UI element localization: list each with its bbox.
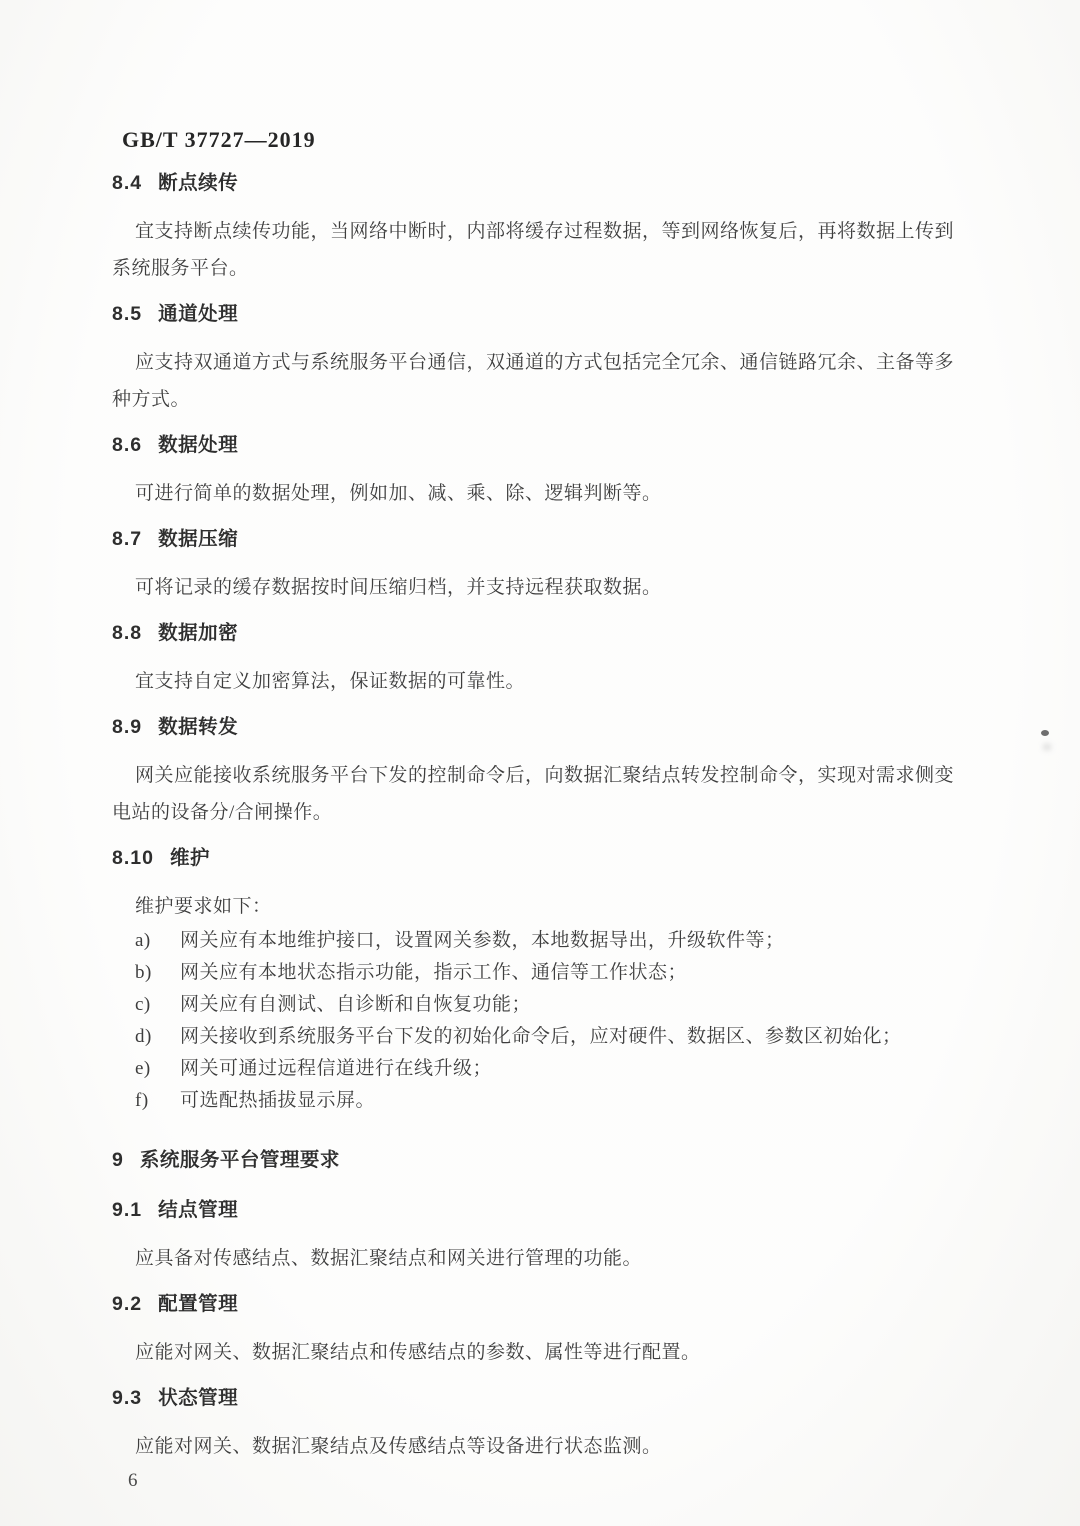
section-9-1-paragraph: 应具备对传感结点、数据汇聚结点和网关进行管理的功能。 xyxy=(135,1248,643,1269)
section-8-7 xyxy=(112,526,970,606)
list-item-label: a) xyxy=(135,930,151,951)
section-title: 数据转发 xyxy=(158,716,239,738)
list-item-text: 网关接收到系统服务平台下发的初始化命令后，应对硬件、数据区、参数区初始化； xyxy=(180,1026,902,1047)
section-title: 状态管理 xyxy=(158,1387,239,1409)
section-9-2-heading xyxy=(112,1291,970,1317)
section-8-4-heading xyxy=(112,170,970,196)
section-9-2 xyxy=(112,1291,970,1371)
section-8-6-paragraph: 可进行简单的数据处理，例如加、减、乘、除、逻辑判断等。 xyxy=(135,483,662,504)
section-9-1 xyxy=(112,1197,970,1277)
section-number: 8.4 xyxy=(112,172,143,194)
section-8-5-paragraph: 应支持双通道方式与系统服务平台通信，双通道的方式包括完全冗余、通信链路冗余、主备等多种方式。 xyxy=(112,352,955,410)
section-number: 8.6 xyxy=(112,434,143,456)
page-number: 6 xyxy=(128,1470,138,1491)
section-8-8-paragraph: 宜支持自定义加密算法，保证数据的可靠性。 xyxy=(135,671,526,692)
section-8-6-heading xyxy=(112,432,970,458)
section-title: 数据处理 xyxy=(158,434,239,456)
scan-artifact-dot xyxy=(1041,730,1049,736)
section-8-6 xyxy=(112,432,970,512)
section-8-8 xyxy=(112,620,970,700)
section-number: 9.2 xyxy=(112,1293,143,1315)
list-item-d xyxy=(112,1021,968,1053)
chapter-9-heading xyxy=(112,1147,970,1173)
list-item-label: d) xyxy=(135,1026,152,1047)
chapter-number: 9 xyxy=(112,1149,124,1171)
list-item-text: 网关应有本地状态指示功能，指示工作、通信等工作状态； xyxy=(180,962,688,983)
section-9-1-heading xyxy=(112,1197,970,1223)
section-8-7-paragraph: 可将记录的缓存数据按时间压缩归档，并支持远程获取数据。 xyxy=(135,577,662,598)
section-8-10-heading xyxy=(112,845,970,871)
section-9-3-paragraph: 应能对网关、数据汇聚结点及传感结点等设备进行状态监测。 xyxy=(135,1436,662,1457)
section-title: 结点管理 xyxy=(158,1199,239,1221)
list-item-f xyxy=(112,1085,968,1117)
section-number: 8.10 xyxy=(112,847,154,869)
list-item-b xyxy=(112,957,968,989)
section-title: 数据加密 xyxy=(158,622,239,644)
list-item-a xyxy=(112,925,968,957)
list-item-e xyxy=(112,1053,968,1085)
section-8-9-heading xyxy=(112,714,970,740)
section-title: 配置管理 xyxy=(158,1293,239,1315)
list-item-label: c) xyxy=(135,994,151,1015)
section-number: 8.7 xyxy=(112,528,143,550)
maintenance-requirements-list xyxy=(112,925,968,1117)
document-body xyxy=(112,170,970,1465)
section-9-3-heading xyxy=(112,1385,970,1411)
section-8-4-paragraph: 宜支持断点续传功能，当网络中断时，内部将缓存过程数据，等到网络恢复后，再将数据上传到系统服务平台。 xyxy=(112,221,955,279)
list-item-c xyxy=(112,989,968,1021)
section-9-3 xyxy=(112,1385,970,1465)
section-8-4 xyxy=(112,170,970,287)
section-title: 维护 xyxy=(169,847,210,869)
section-title: 数据压缩 xyxy=(158,528,239,550)
section-8-8-heading xyxy=(112,620,970,646)
chapter-9 xyxy=(112,1147,970,1173)
section-8-7-heading xyxy=(112,526,970,552)
section-number: 8.8 xyxy=(112,622,143,644)
list-item-label: f) xyxy=(135,1090,149,1111)
list-item-text: 网关应有本地维护接口，设置网关参数，本地数据导出，升级软件等； xyxy=(180,930,785,951)
section-8-9 xyxy=(112,714,970,831)
section-title: 通道处理 xyxy=(158,303,239,325)
section-number: 8.9 xyxy=(112,716,143,738)
section-title: 断点续传 xyxy=(158,172,239,194)
section-number: 9.1 xyxy=(112,1199,143,1221)
list-item-text: 可选配热插拔显示屏。 xyxy=(180,1090,376,1111)
section-8-10-lead: 维护要求如下： xyxy=(135,896,272,917)
section-8-10 xyxy=(112,845,970,1117)
section-8-9-paragraph: 网关应能接收系统服务平台下发的控制命令后，向数据汇聚结点转发控制命令，实现对需求侧变电站的设备分/合闸操作。 xyxy=(112,765,955,823)
section-8-5-heading xyxy=(112,301,970,327)
list-item-label: b) xyxy=(135,962,152,983)
section-9-2-paragraph: 应能对网关、数据汇聚结点和传感结点的参数、属性等进行配置。 xyxy=(135,1342,701,1363)
section-number: 8.5 xyxy=(112,303,143,325)
list-item-text: 网关可通过远程信道进行在线升级； xyxy=(180,1058,493,1079)
list-item-label: e) xyxy=(135,1058,151,1079)
section-8-5 xyxy=(112,301,970,418)
document-number: GB/T 37727—2019 xyxy=(122,127,316,152)
list-item-text: 网关应有自测试、自诊断和自恢复功能； xyxy=(180,994,532,1015)
section-number: 9.3 xyxy=(112,1387,143,1409)
chapter-title: 系统服务平台管理要求 xyxy=(139,1149,340,1171)
